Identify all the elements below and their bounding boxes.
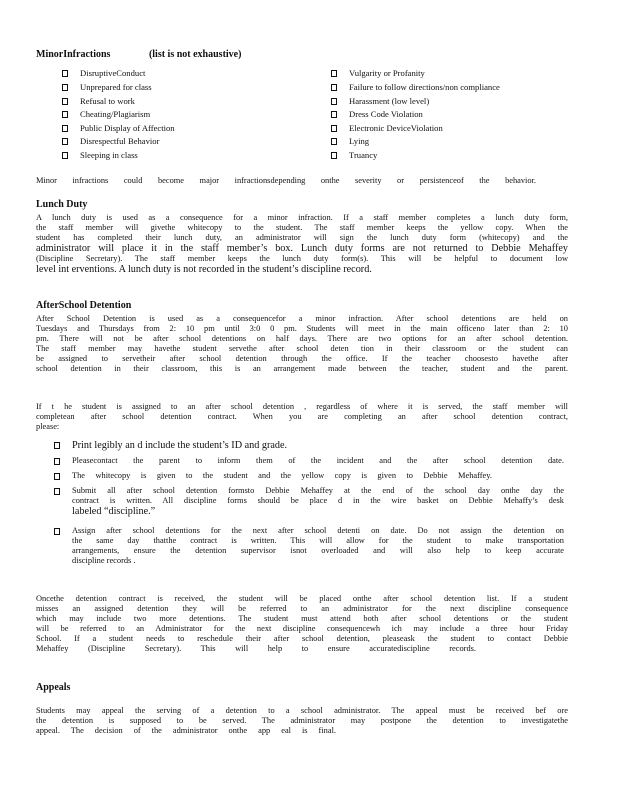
list-item-text: Dress Code Violation [349, 109, 423, 119]
checkbox-icon [62, 125, 68, 132]
list-item [54, 471, 564, 486]
checkbox-icon [331, 84, 337, 91]
paragraph-line: will be referred to an Administrator for the next discipline consequencewh ich may include a three hour Friday [36, 624, 568, 633]
lunch-duty-heading: Lunch Duty [36, 199, 88, 210]
paragraph-line: be assigned to servetheir after school detention through the office. If the teacher choosesto havethe after [36, 354, 568, 363]
detention-followup-paragraph [36, 594, 568, 654]
list-item-text: Print legibly an d include the student’s ID and grade. [72, 440, 288, 451]
paragraph-line: Students may appeal the serving of a detention to a school administrator. The appeal must be received bef ore [36, 706, 568, 715]
list-item [331, 109, 423, 120]
paragraph-line: pm. There will not be after school detentions on half days. There are two options for an after school detention. [36, 334, 568, 343]
list-item-text: labeled “discipline.” [72, 506, 156, 517]
list-item-text: Harassment (low level) [349, 96, 430, 106]
checkbox-icon [331, 125, 337, 132]
paragraph-line: school detention in their classroom, this is an arrangement made between the teacher, student and the parent. [36, 364, 568, 373]
list-item-text: Truancy [349, 150, 378, 160]
paragraph-line: (Discipline Secretary). The staff member keeps the lunch duty form(s). This will be helpful to document low [36, 254, 568, 263]
list-item-text: discipline records . [72, 556, 136, 565]
checkbox-icon [54, 473, 60, 480]
list-item [54, 526, 564, 570]
list-item [62, 109, 150, 120]
list-item [54, 440, 564, 456]
list-item [62, 150, 138, 161]
list-item [62, 82, 152, 93]
checkbox-icon [331, 152, 337, 159]
checkbox-icon [54, 458, 60, 465]
list-item [54, 456, 564, 471]
after-school-detention-paragraph [36, 314, 568, 374]
list-item-text: contract is written. All discipline forms should be place d in the wire basket on Debbie Mehaffy’s desk [72, 496, 564, 505]
checkbox-icon [331, 138, 337, 145]
list-item [331, 96, 429, 107]
paragraph-line: If t he student is assigned to an after school detention , regardless of where it is served, the staff member will [36, 402, 568, 411]
paragraph-line: The staff member may havethe student servethe after school deten tion in their classroom or the student can [36, 344, 568, 353]
list-item [62, 136, 159, 147]
list-item-text: Refusal to work [80, 96, 135, 106]
list-item-text: arrangements, ensure the detention supervisor isnot overloaded and will also help to keep accurate [72, 546, 564, 555]
list-item [331, 123, 443, 134]
list-item [331, 82, 500, 93]
checkbox-icon [331, 111, 337, 118]
list-item-text: Assign after school detentions for the next after school detenti on date. Do not assign the detention on [72, 526, 564, 535]
paragraph-line: which may include two more detentions. The student must attend both after school detentions or the student [36, 614, 568, 623]
checkbox-icon [62, 70, 68, 77]
list-item-text: Cheating/Plagiarism [80, 109, 151, 119]
paragraph-line: level int erventions. A lunch duty is not recorded in the student’s discipline record. [36, 264, 372, 275]
paragraph-line: School. If a student needs to reschedule their after school detention, pleaseask the student to contact Debbie [36, 634, 568, 643]
list-item-text: Pleasecontact the parent to inform them of the incident and the after school detention date. [72, 456, 564, 465]
minor-infractions-note [36, 176, 536, 186]
checkbox-icon [54, 442, 60, 449]
list-item-text: Disrespectful Behavior [80, 136, 160, 146]
checkbox-icon [62, 138, 68, 145]
checkbox-icon [62, 84, 68, 91]
paragraph-line: misses an assigned detention they will be referred to an administrator for the next discipline consequence [36, 604, 568, 613]
list-item-text: Vulgarity or Profanity [349, 68, 425, 78]
checkbox-icon [62, 98, 68, 105]
list-item [62, 123, 175, 134]
minor-infractions-subtitle: (list is not exhaustive) [148, 49, 242, 60]
paragraph-line: Mehaffey (Discipline Secretary). This will help to ensure accuratediscipline records. [36, 644, 476, 653]
paragraph-line: Minor infractions could become major infractionsdepending onthe severity or persistenceof the behavior. [36, 176, 536, 185]
paragraph-line: A lunch duty is used as a consequence for a minor infraction. If a staff member completes a lunch duty form, [36, 213, 568, 222]
paragraph-line: please: [36, 422, 60, 431]
list-item-text: Electronic DeviceViolation [349, 123, 443, 133]
paragraph-line: student has completed their lunch duty, an administrator will sign the lunch duty form (whitecopy) and the [36, 233, 568, 242]
list-item-text: Public Display of Affection [80, 123, 175, 133]
list-item-text: DisruptiveConduct [80, 68, 146, 78]
list-item [331, 136, 369, 147]
appeals-heading: Appeals [36, 682, 71, 693]
list-item-text: the same day thatthe contract is written. This will allow for the student to make transportation [72, 536, 564, 545]
checkbox-icon [331, 70, 337, 77]
paragraph-line: administrator will place it in the staff member’s box. Lunch duty forms are not returned to Debbie Mehaffey [36, 243, 568, 254]
paragraph-line: the staff member will givethe whitecopy to the student. The staff member keeps the yellow copy. When the [36, 223, 568, 232]
list-item [331, 150, 377, 161]
list-item [62, 68, 145, 79]
list-item-text: Unprepared for class [80, 82, 152, 92]
after-school-detention-heading: AfterSchool Detention [36, 300, 132, 311]
list-item [62, 96, 135, 107]
list-item-text: Sleeping in class [80, 150, 138, 160]
list-item-text: Submit all after school detention formsto Debbie Mehaffey at the end of the school day onthe day the [72, 486, 564, 495]
checkbox-icon [54, 528, 60, 535]
minor-infractions-title: MinorInfractions [36, 49, 111, 60]
minor-infractions-heading [36, 49, 241, 61]
contract-instructions-list [54, 440, 564, 570]
checkbox-icon [62, 152, 68, 159]
checkbox-icon [54, 488, 60, 495]
list-item-text: Failure to follow directions/non compliance [349, 82, 500, 92]
list-item-text: Lying [349, 136, 370, 146]
paragraph-line: Oncethe detention contract is received, the student will be placed onthe after school detention list. If a student [36, 594, 568, 603]
list-item [331, 68, 425, 79]
checkbox-icon [62, 111, 68, 118]
checkbox-icon [331, 98, 337, 105]
list-item-text: The whitecopy is given to the student and the yellow copy is given to Debbie Mehaffey. [72, 471, 492, 480]
lunch-duty-paragraph [36, 213, 568, 275]
appeals-paragraph [36, 706, 568, 736]
paragraph-line: the detention is supposed to be served. The administrator may postpone the detention to investigatethe [36, 716, 568, 725]
list-item [54, 486, 564, 526]
paragraph-line: appeal. The decision of the administrator onthe app eal is final. [36, 726, 336, 735]
paragraph-line: After School Detention is used as a consequencefor a minor infraction. After school detentions are held on [36, 314, 568, 323]
paragraph-line: Tuesdays and Thursdays from 2: 10 pm until 3:0 0 pm. Students will meet in the main officeno later than 2: 10 [36, 324, 568, 333]
paragraph-line: completean after school detention contract. When you are completing an after school detention contract, [36, 412, 568, 421]
contract-instructions-paragraph [36, 402, 568, 432]
